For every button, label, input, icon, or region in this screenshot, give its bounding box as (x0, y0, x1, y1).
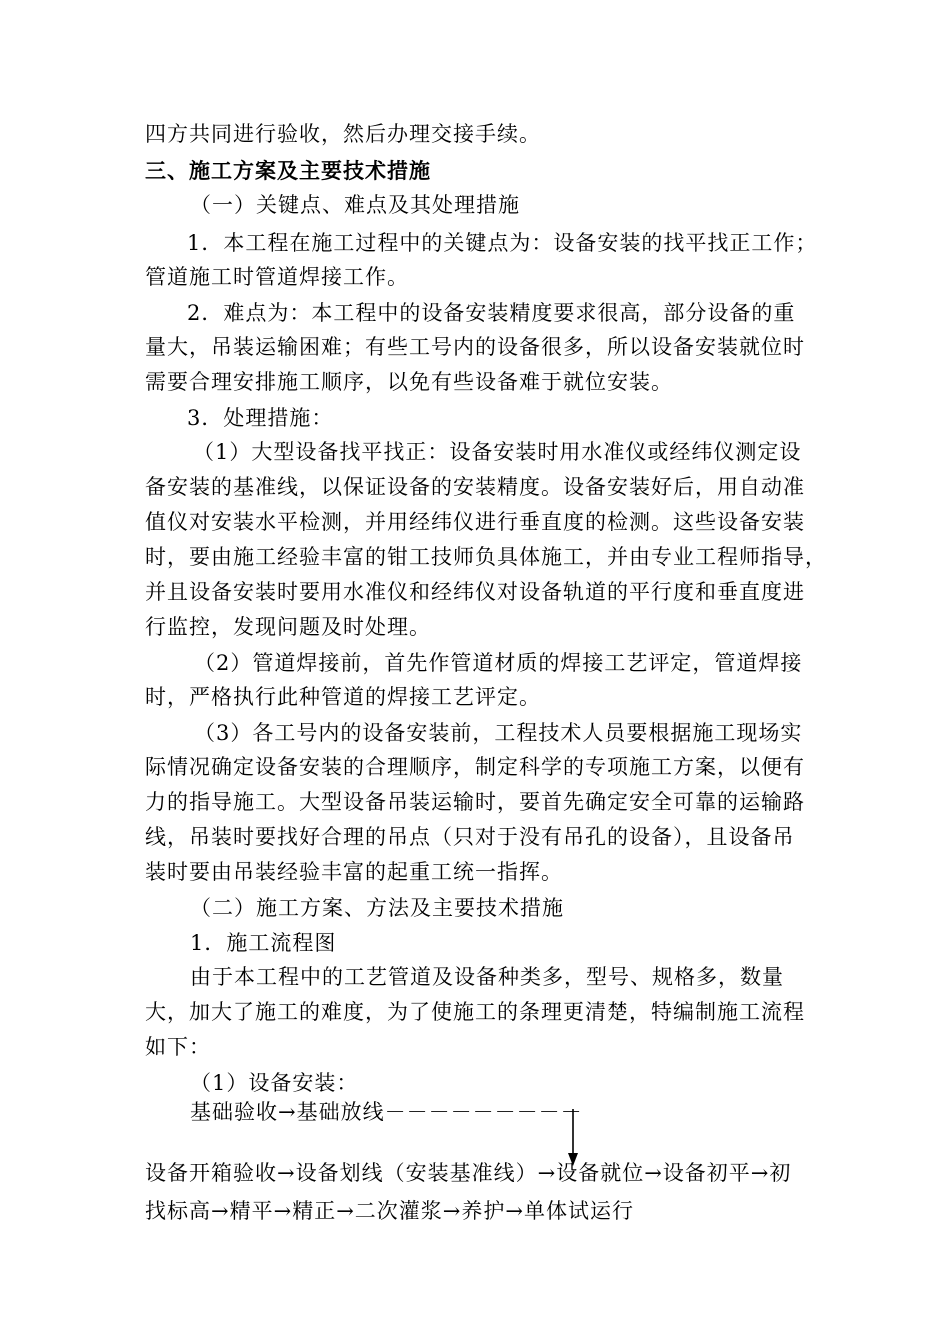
text-line: 装时要由吊装经验丰富的起重工统一指挥。 (145, 860, 563, 884)
text-line: 需要合理安排施工顺序，以免有些设备难于就位安装。 (145, 370, 673, 394)
text-line: （2）管道焊接前，首先作管道材质的焊接工艺评定，管道焊接 (194, 651, 803, 675)
subsection-heading: （一）关键点、难点及其处理措施 (190, 193, 520, 217)
text-line: 时，严格执行此种管道的焊接工艺评定。 (145, 685, 541, 709)
flow-line-top: 基础验收→基础放线－－－－－－－－－ (190, 1100, 583, 1124)
flow-line-main: 设备开箱验收→设备划线（安装基准线）→设备就位→设备初平→初 (145, 1161, 792, 1185)
text-line: （3）各工号内的设备安装前，工程技术人员要根据施工现场实 (194, 721, 803, 745)
text-line: 2．难点为：本工程中的设备安装精度要求很高，部分设备的重 (187, 301, 796, 325)
text-line: （1）设备安装： (190, 1071, 359, 1095)
text-line: 管道施工时管道焊接工作。 (145, 265, 409, 289)
text-line: 力的指导施工。大型设备吊装运输时，要首先确定安全可靠的运输路 (145, 790, 805, 814)
text-line: 备安装的基准线，以保证设备的安装精度。设备安装好后，用自动准 (145, 475, 805, 499)
text-line: 际情况确定设备安装的合理顺序，制定科学的专项施工方案，以便有 (145, 755, 805, 779)
text-line: 如下： (145, 1035, 211, 1059)
text-line: （1）大型设备找平找正：设备安装时用水准仪或经纬仪测定设 (193, 440, 802, 464)
text-line: 1．施工流程图 (190, 931, 337, 955)
text-line: 四方共同进行验收，然后办理交接手续。 (145, 122, 541, 146)
subsection-heading: （二）施工方案、方法及主要技术措施 (190, 896, 564, 920)
text-line: 大，加大了施工的难度，为了使施工的条理更清楚，特编制施工流程 (145, 1000, 805, 1024)
text-line: 1．本工程在施工过程中的关键点为：设备安装的找平找正工作； (187, 231, 818, 255)
text-line: 并且设备安装时要用水准仪和经纬仪对设备轨道的平行度和垂直度进 (145, 580, 805, 604)
text-line: 量大，吊装运输困难；有些工号内的设备很多，所以设备安装就位时 (145, 335, 805, 359)
text-line: 3．处理措施： (187, 406, 334, 430)
text-line: 由于本工程中的工艺管道及设备种类多，型号、规格多，数量 (190, 965, 784, 989)
flow-line-end: 找标高→精平→精正→二次灌浆→养护→单体试运行 (145, 1199, 634, 1223)
text-line: 时，要由施工经验丰富的钳工技师负具体施工，并由专业工程师指导， (145, 545, 827, 569)
text-line: 值仪对安装水平检测，并用经纬仪进行垂直度的检测。这些设备安装 (145, 510, 805, 534)
text-line: 行监控，发现问题及时处理。 (145, 615, 431, 639)
section-heading: 三、施工方案及主要技术措施 (145, 158, 431, 183)
text-line: 线，吊装时要找好合理的吊点（只对于没有吊孔的设备），且设备吊 (145, 825, 795, 849)
